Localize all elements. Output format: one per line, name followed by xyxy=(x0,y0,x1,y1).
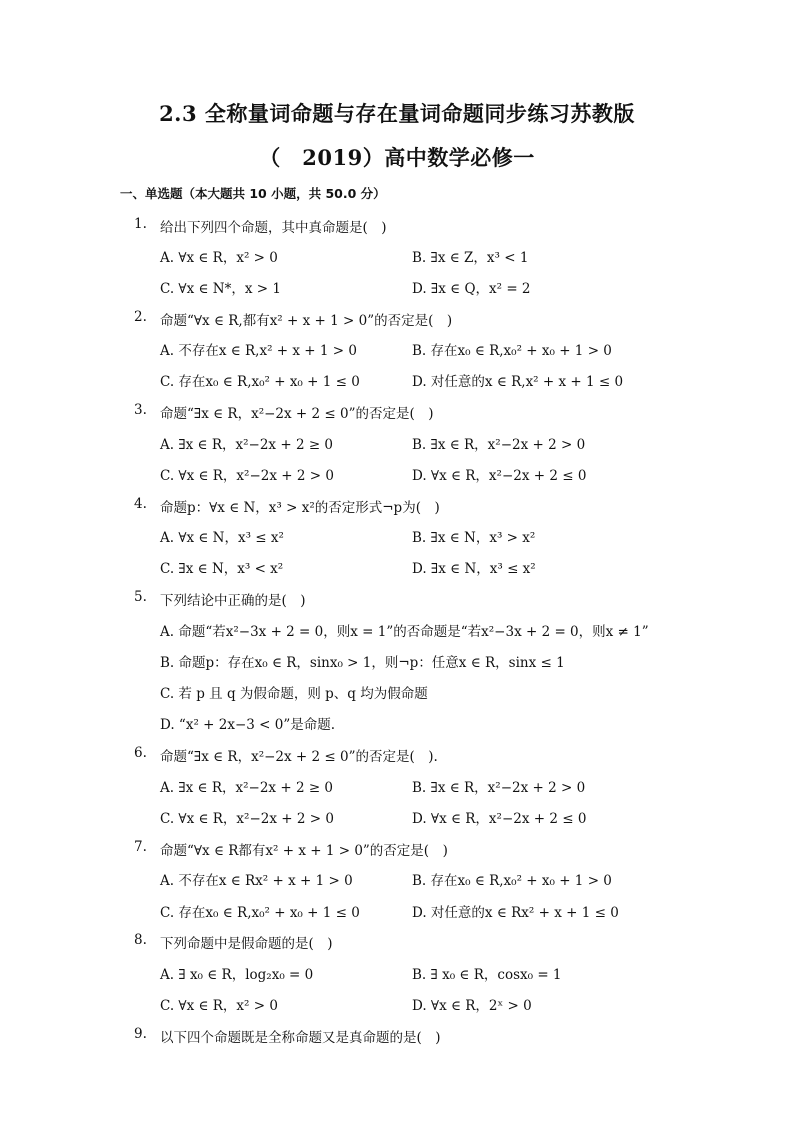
question-stem: 命题“∀x ∈ R都有x² + x + 1 > 0”的否定是( ) xyxy=(160,843,448,859)
question-stem: 命题p：∀x ∈ N，x³ > x²的否定形式¬p为( ) xyxy=(160,500,440,516)
option-d: D. 对任意的x ∈ R,x² + x + 1 ≤ 0 xyxy=(412,374,624,390)
option-a: A. 命题“若x²−3x + 2 = 0，则x = 1”的否命题是“若x²−3x + 2 = 0，则x ≠ 1” xyxy=(160,624,649,640)
option-b: B. ∃ x₀ ∈ R，cosx₀ = 1 xyxy=(412,967,562,983)
option-c: C. 若 p 且 q 为假命题，则 p、q 均为假命题 xyxy=(160,686,428,702)
option-d: D. ∀x ∈ R，x²−2x + 2 ≤ 0 xyxy=(412,468,587,484)
question-stem: 下列命题中是假命题的是( ) xyxy=(160,936,333,952)
option-c: C. 存在x₀ ∈ R,x₀² + x₀ + 1 ≤ 0 xyxy=(160,905,360,921)
option-b: B. 存在x₀ ∈ R,x₀² + x₀ + 1 > 0 xyxy=(412,873,612,889)
option-a: A. ∃x ∈ R，x²−2x + 2 ≥ 0 xyxy=(160,437,334,453)
option-b: B. ∃x ∈ R，x²−2x + 2 > 0 xyxy=(412,437,586,453)
option-d: D. ∃x ∈ N，x³ ≤ x² xyxy=(412,561,536,577)
option-d: D. ∃x ∈ Q，x² = 2 xyxy=(412,281,531,297)
option-b: B. 存在x₀ ∈ R,x₀² + x₀ + 1 > 0 xyxy=(412,343,612,359)
option-d: D. ∀x ∈ R，2ˣ > 0 xyxy=(412,998,532,1014)
question-stem: 命题“∃x ∈ R，x²−2x + 2 ≤ 0”的否定是( ) xyxy=(160,406,434,422)
option-b: B. ∃x ∈ Z，x³ < 1 xyxy=(412,250,529,266)
option-d: D. ∀x ∈ R，x²−2x + 2 ≤ 0 xyxy=(412,811,587,827)
option-b: B. 命题p：存在x₀ ∈ R，sinx₀ > 1，则¬p：任意x ∈ R，sinx ≤ 1 xyxy=(160,655,565,671)
option-c: C. ∀x ∈ R，x²−2x + 2 > 0 xyxy=(160,811,334,827)
option-c: C. ∀x ∈ N*，x > 1 xyxy=(160,281,281,297)
page-title-line-1: 2.3 全称量词命题与存在量词命题同步练习苏教版 xyxy=(159,101,635,126)
option-d: D. 对任意的x ∈ Rx² + x + 1 ≤ 0 xyxy=(412,905,619,921)
option-d: D. “x² + 2x−3 < 0”是命题. xyxy=(160,717,336,733)
question-number: 8. xyxy=(134,932,147,948)
question-number: 2. xyxy=(134,309,147,325)
question-stem: 命题“∃x ∈ R，x²−2x + 2 ≤ 0”的否定是( ). xyxy=(160,749,438,765)
option-a: A. ∀x ∈ N，x³ ≤ x² xyxy=(160,530,284,546)
question-number: 1. xyxy=(134,216,147,232)
page-title-line-2: （ 2019）高中数学必修一 xyxy=(259,145,535,170)
question-number: 3. xyxy=(134,402,147,418)
option-c: C. ∀x ∈ R，x²−2x + 2 > 0 xyxy=(160,468,334,484)
option-a: A. ∃x ∈ R，x²−2x + 2 ≥ 0 xyxy=(160,780,334,796)
question-number: 6. xyxy=(134,745,147,761)
option-c: C. ∃x ∈ N，x³ < x² xyxy=(160,561,284,577)
option-a: A. 不存在x ∈ Rx² + x + 1 > 0 xyxy=(160,873,353,889)
option-a: A. 不存在x ∈ R,x² + x + 1 > 0 xyxy=(160,343,357,359)
question-number: 5. xyxy=(134,589,147,605)
option-a: A. ∃ x₀ ∈ R，log₂x₀ = 0 xyxy=(160,967,314,983)
question-stem: 命题“∀x ∈ R,都有x² + x + 1 > 0”的否定是( ) xyxy=(160,313,453,329)
option-c: C. 存在x₀ ∈ R,x₀² + x₀ + 1 ≤ 0 xyxy=(160,374,360,390)
question-number: 9. xyxy=(134,1026,147,1042)
option-a: A. ∀x ∈ R，x² > 0 xyxy=(160,250,278,266)
question-stem: 给出下列四个命题，其中真命题是( ) xyxy=(160,220,387,236)
question-stem: 下列结论中正确的是( ) xyxy=(160,593,306,609)
question-number: 4. xyxy=(134,496,147,512)
question-stem: 以下四个命题既是全称命题又是真命题的是( ) xyxy=(160,1030,441,1046)
section-heading: 一、单选题（本大题共 10 小题，共 50.0 分） xyxy=(120,186,386,201)
option-b: B. ∃x ∈ N，x³ > x² xyxy=(412,530,536,546)
question-number: 7. xyxy=(134,839,147,855)
option-b: B. ∃x ∈ R，x²−2x + 2 > 0 xyxy=(412,780,586,796)
option-c: C. ∀x ∈ R，x² > 0 xyxy=(160,998,278,1014)
